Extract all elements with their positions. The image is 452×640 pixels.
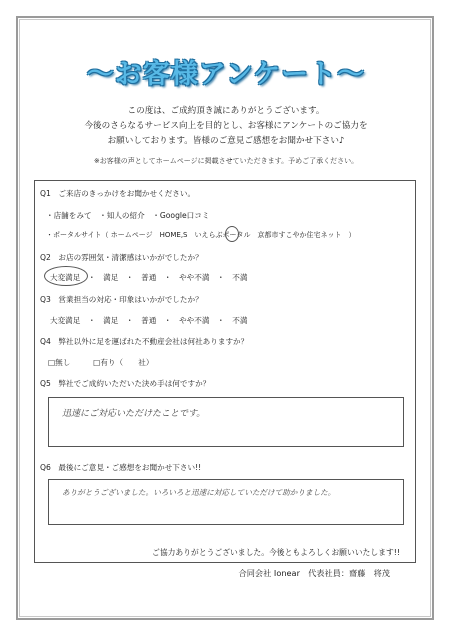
q2-options[interactable]: 大変満足 ・ 満足 ・ 普通 ・ やや不満 ・ 不満 — [50, 273, 248, 282]
q2-selection-circle — [44, 266, 88, 286]
q1-options-line-1: ・店舗をみて ・知人の紹介 ・Google口コミ — [46, 211, 210, 220]
intro-line-3: お願いしております。皆様のご意見ご感想をお聞かせ下さい♪ — [107, 136, 345, 146]
intro-line-2: 今後のさらなるサービス向上を目的とし、お客様にアンケートのご協力を — [84, 121, 368, 131]
q3-options[interactable]: 大変満足 ・ 満足 ・ 普通 ・ やや不満 ・ 不満 — [50, 316, 248, 325]
q3-question: Q3 営業担当の対応・印象はいかがでしたか？ — [40, 295, 203, 304]
q1-selection-mark — [225, 226, 239, 242]
q1-options-line-2: ・ポータルサイト（ ホームページ HOME,S いえらぶポータル 京都市すこやか住宅ネット ） — [46, 231, 356, 239]
closing-message: ご協力ありがとうございました。今後ともよろしくお願いいたします!! — [152, 548, 400, 557]
survey-title: ～お客様アンケート～ — [86, 59, 366, 90]
q2-question: Q2 お店の雰囲気・清潔感はいかがでしたか？ — [40, 253, 203, 262]
q6-question: Q6 最後にご意見・ご感想をお聞かせ下さい!! — [40, 463, 202, 472]
q5-answer-box[interactable] — [48, 397, 404, 447]
q4-question: Q4 弊社以外に足を運ばれた不動産会社は何社ありますか？ — [40, 337, 249, 346]
q6-answer-box[interactable] — [48, 479, 404, 525]
q5-question: Q5 弊社でご成約いただいた決め手は何ですか？ — [40, 379, 211, 388]
q5-answer-text: 迅速にご対応いただけたことです。 — [62, 409, 206, 419]
intro-line-1: この度は、ご成約頂き誠にありがとうございます。 — [127, 106, 325, 116]
q6-answer-text: ありがとうございました。いろいろと迅速に対応していただけて助かりました。 — [62, 488, 336, 497]
publication-note: ※お客様の声としてホームページに掲載させていただきます。予めご了承ください。 — [93, 157, 359, 165]
q4-options[interactable]: □無し □有り（ 社） — [48, 358, 154, 367]
q1-question: Q1 ご来店のきっかけをお聞かせください。 — [40, 189, 196, 198]
company-signature: 合同会社 Ionear 代表社員：齋藤 将茂 — [238, 568, 390, 578]
